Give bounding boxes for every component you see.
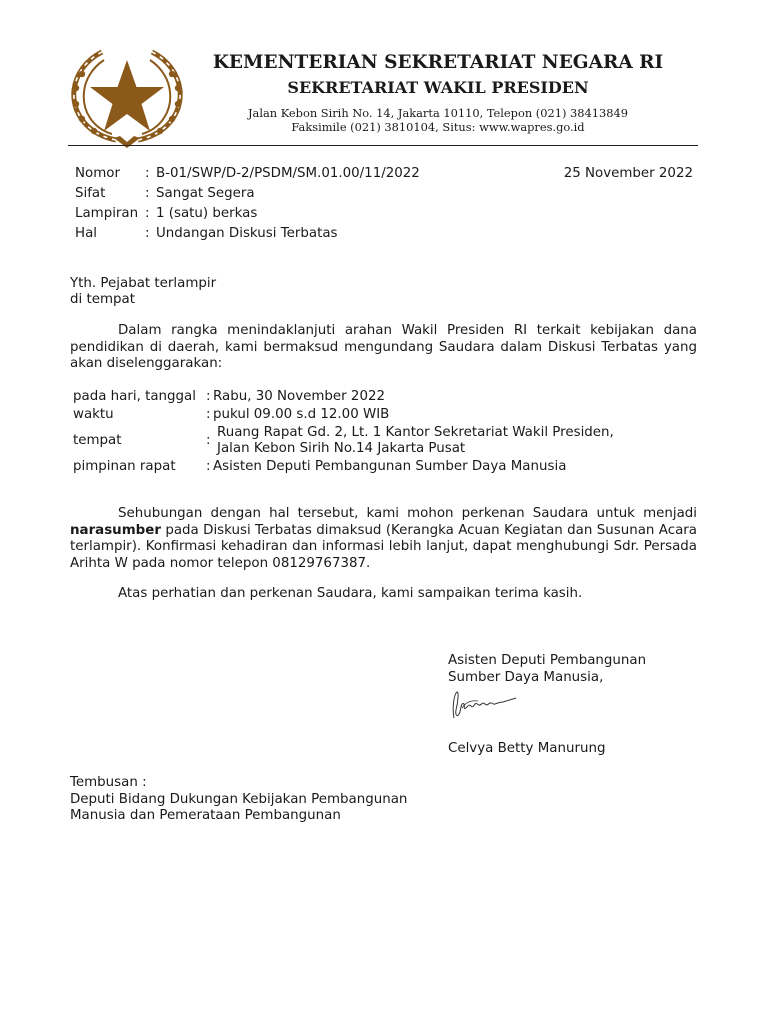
- lampiran-label: Lampiran: [75, 206, 139, 221]
- hal-value: Undangan Diskusi Terbatas: [156, 226, 338, 241]
- nomor-label: Nomor: [75, 166, 120, 181]
- request-paragraph: [70, 506, 697, 573]
- office-name: SEKRETARIAT WAKIL PRESIDEN: [287, 78, 589, 97]
- ministry-name: KEMENTERIAN SEKRETARIAT NEGARA RI: [212, 52, 664, 73]
- address-line: Jalan Kebon Sirih No. 14, Jakarta 10110, Telepon (021) 38413849: [247, 106, 629, 120]
- sifat-label: Sifat: [75, 186, 106, 201]
- tempat-value: [217, 425, 614, 457]
- colon: :: [206, 459, 211, 474]
- letterhead-contact: [150, 106, 726, 134]
- tempat-value-line-1: Ruang Rapat Gd. 2, Lt. 1 Kantor Sekretariat Wakil Presiden,: [217, 425, 614, 440]
- request-text-2: pada Diskusi Terbatas dimaksud (Kerangka Acuan Kegiatan dan Susunan Acara terlampir). Konfirmasi kehadiran dan informasi lebih lanjut, dapat menghubungi Sdr. Persada Arihta W pada nomor telepon 08129767387.: [70, 522, 697, 572]
- handwritten-signature: [448, 688, 520, 726]
- signatory-position: [448, 653, 708, 686]
- contact-line: Faksimile (021) 3810104, Situs: www.wapres.go.id: [291, 120, 585, 134]
- nomor-value: B-01/SWP/D-2/PSDM/SM.01.00/11/2022: [156, 166, 420, 181]
- colon: :: [145, 206, 150, 221]
- request-role: narasumber: [70, 522, 161, 538]
- tempat-label: tempat: [73, 433, 122, 448]
- colon: :: [206, 389, 211, 404]
- letter-date: 25 November 2022: [563, 166, 693, 181]
- colon: :: [145, 166, 150, 181]
- position-line-2: Sumber Daya Manusia,: [448, 669, 604, 685]
- signatory-name: Celvya Betty Manurung: [448, 741, 606, 756]
- colon: :: [145, 226, 150, 241]
- recipient-line-2: di tempat: [70, 292, 135, 307]
- hari-value: Rabu, 30 November 2022: [213, 389, 386, 404]
- cc-label: Tembusan :: [70, 775, 147, 790]
- closing-paragraph: Atas perhatian dan perkenan Saudara, kami sampaikan terima kasih.: [118, 586, 583, 601]
- lampiran-value: 1 (satu) berkas: [156, 206, 258, 221]
- position-line-1: Asisten Deputi Pembangunan: [448, 653, 647, 668]
- waktu-value: pukul 09.00 s.d 12.00 WIB: [213, 407, 390, 422]
- intro-paragraph: Dalam rangka menindaklanjuti arahan Wakil Presiden RI terkait kebijakan dana pendidikan di daerah, kami bermaksud mengundang Saudara dalam Diskusi Terbatas yang akan diselenggarakan:: [70, 323, 697, 372]
- colon: :: [206, 433, 211, 448]
- colon: :: [206, 407, 211, 422]
- pimpinan-label: pimpinan rapat: [73, 459, 176, 474]
- waktu-label: waktu: [73, 407, 114, 422]
- hal-label: Hal: [75, 226, 97, 241]
- hari-label: pada hari, tanggal: [73, 389, 196, 404]
- cc-line-1: Deputi Bidang Dukungan Kebijakan Pembangunan: [70, 792, 408, 807]
- letterhead-rule: [68, 145, 698, 146]
- recipient-line-1: Yth. Pejabat terlampir: [70, 276, 217, 291]
- sifat-value: Sangat Segera: [156, 186, 255, 201]
- pimpinan-value: Asisten Deputi Pembangunan Sumber Daya Manusia: [213, 459, 567, 474]
- tempat-value-line-2: Jalan Kebon Sirih No.14 Jakarta Pusat: [217, 441, 466, 456]
- request-text-1: Sehubungan dengan hal tersebut, kami mohon perkenan Saudara untuk menjadi: [118, 506, 697, 521]
- colon: :: [145, 186, 150, 201]
- cc-line-2: Manusia dan Pemerataan Pembangunan: [70, 808, 341, 823]
